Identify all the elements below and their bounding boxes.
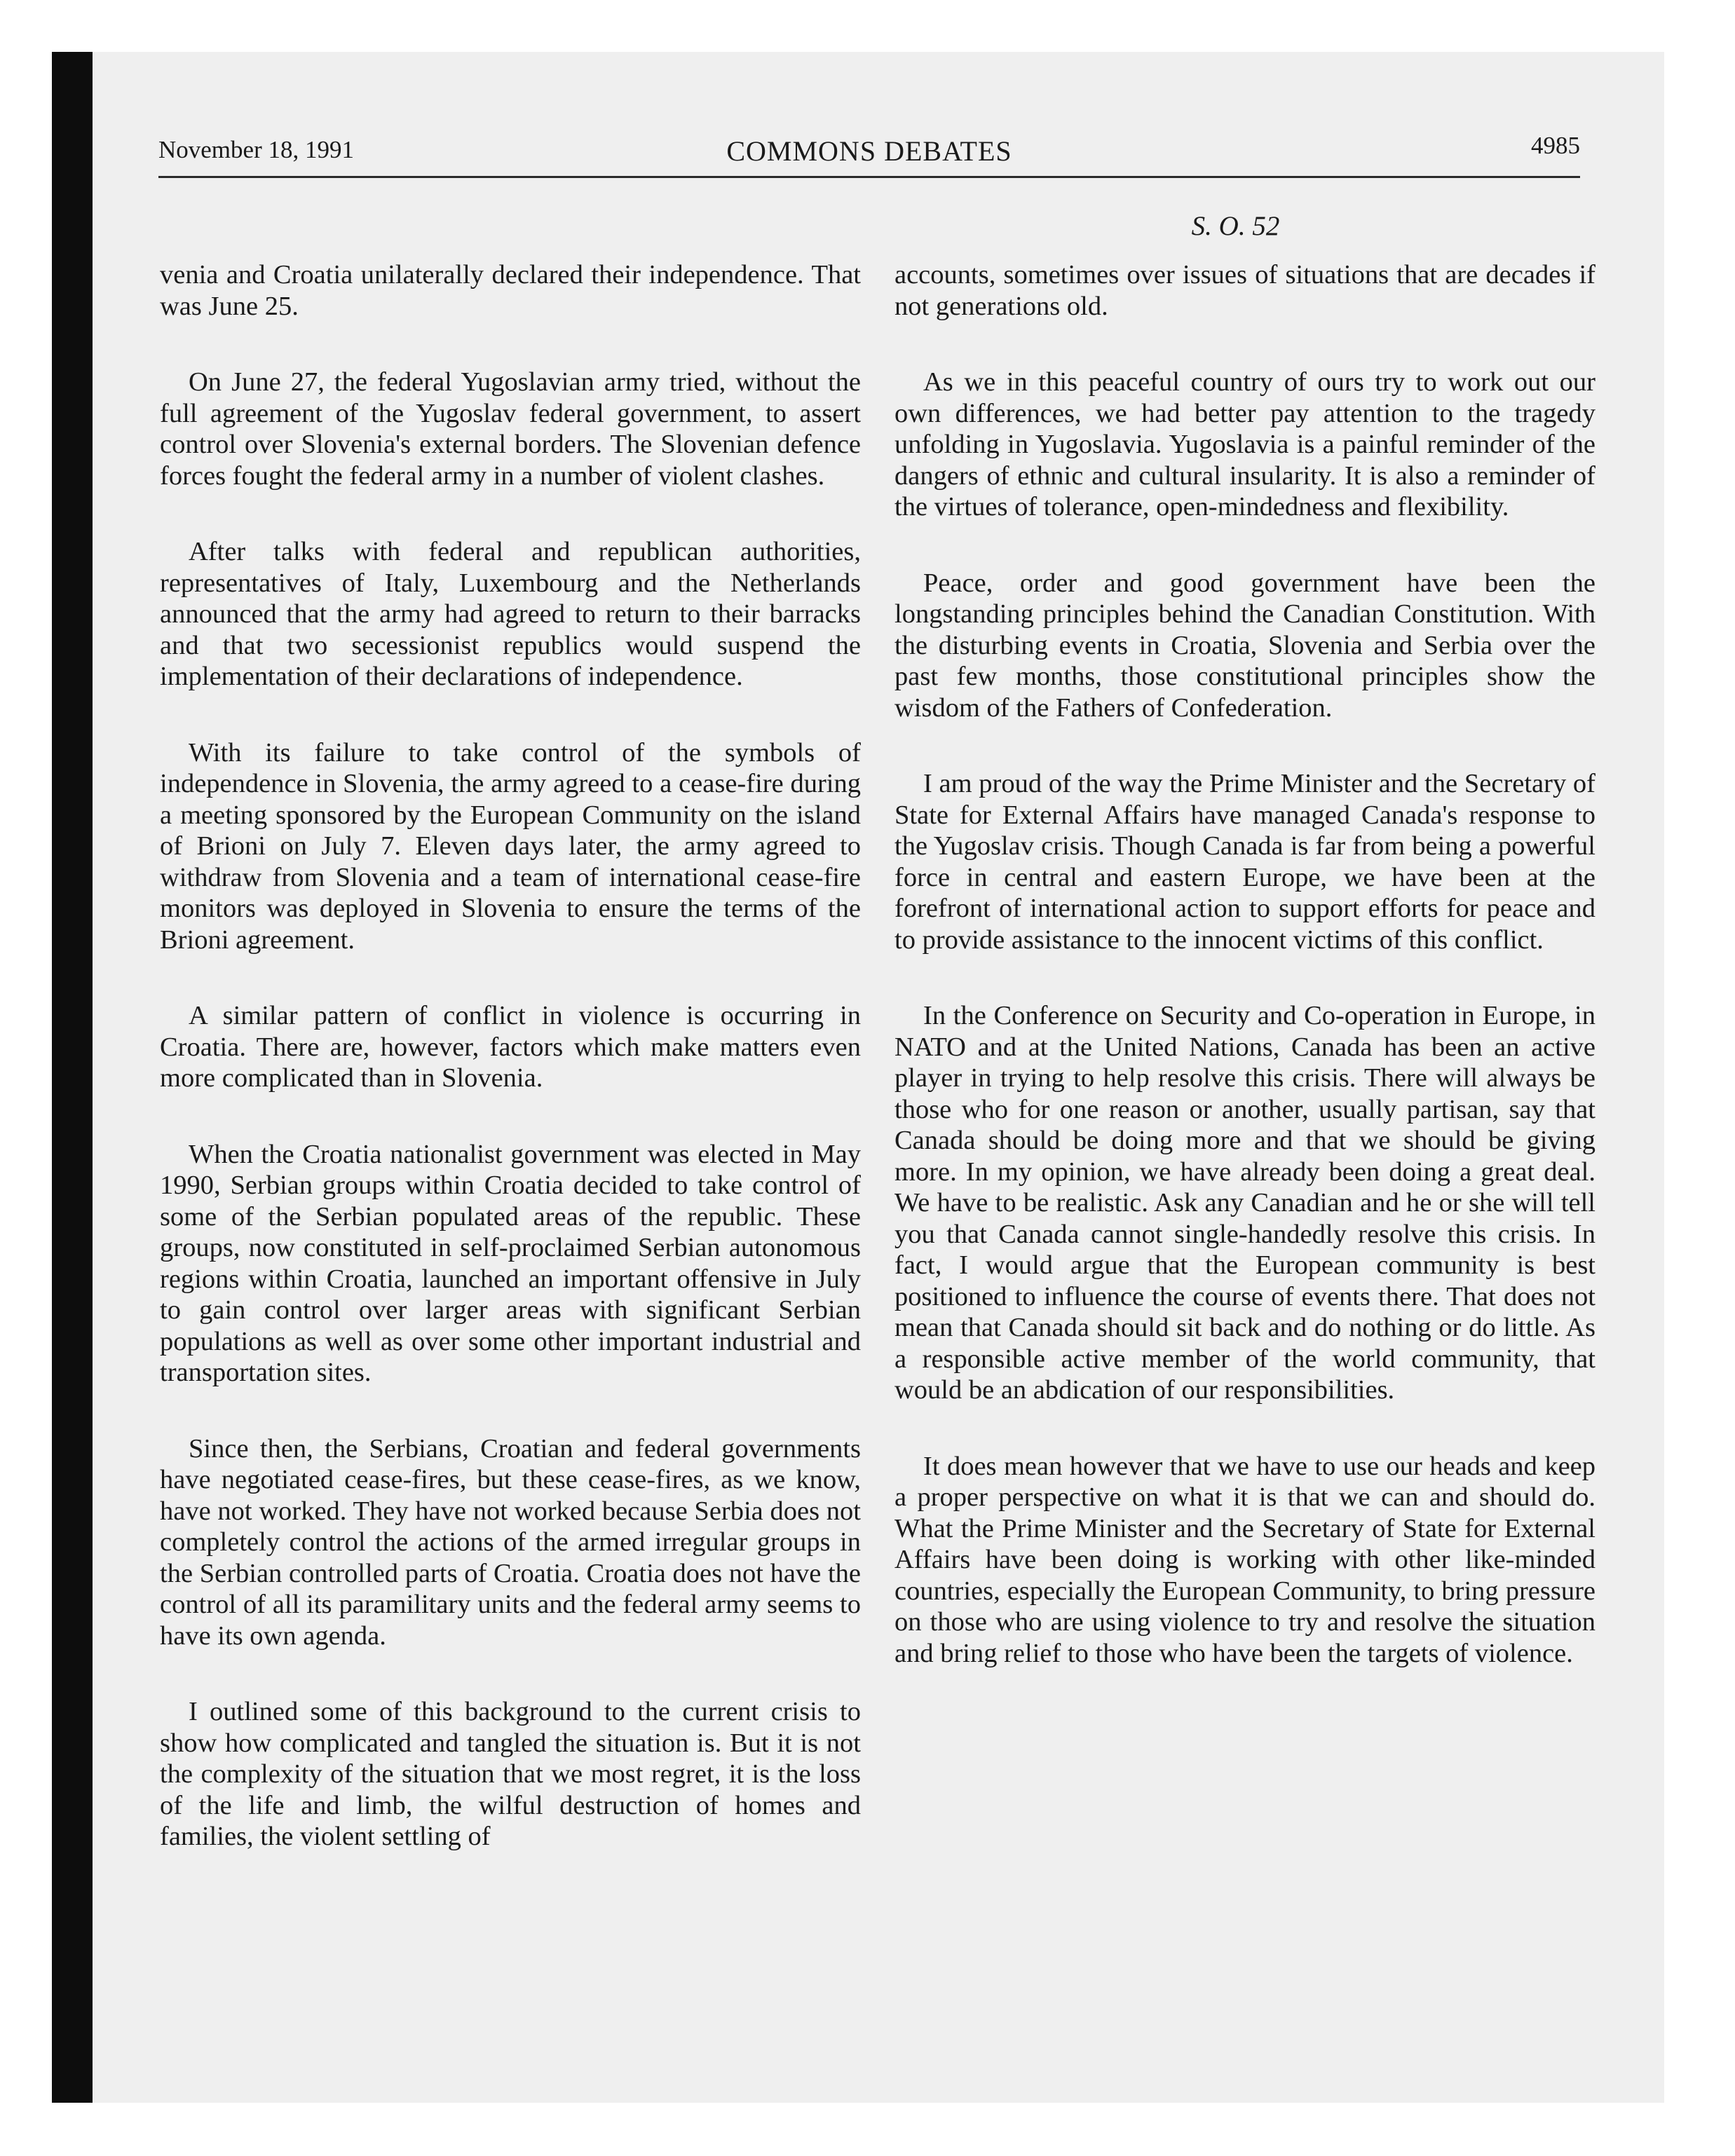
paragraph: As we in this peaceful country of ours try to work out our own differences, we had better pay attention to the tragedy unfolding in Yugoslavia. Yugoslavia is a painful reminder of the dangers of ethnic and cultural insularity. It is also a reminder of the virtues of tolerance, open-mindedness and flexibility. [894, 367, 1595, 521]
paragraph: In the Conference on Security and Co-operation in Europe, in NATO and at the United Nations, Canada has been an active player in trying to help resolve this crisis. There will always be those who for one reason or another, usually partisan, say that Canada should be doing more and that we should be giving more. In my opinion, we have already been doing a great deal. We have to be realistic. Ask any Canadian and he or she will tell you that Canada cannot single-handedly resolve this crisis. In fact, I would argue that the European community is best positioned to influence the course of events there. That does not mean that Canada should sit back and do nothing or do little. As a responsible active member of the world community, that would be an abdication of our responsibilities. [894, 1001, 1595, 1405]
left-column [160, 259, 861, 1897]
publication-title: COMMONS DEBATES [726, 135, 1012, 167]
page-number: 4985 [1531, 132, 1580, 159]
paragraph: On June 27, the federal Yugoslavian army tried, without the full agreement of the Yugoslav federal government, to assert control over Slovenia's external borders. The Slovenian defence forces fought the federal army in a number of violent clashes. [160, 367, 861, 491]
paragraph: Peace, order and good government have been the longstanding principles behind the Canadian Constitution. With the disturbing events in Croatia, Slovenia and Serbia over the past few months, those constitutional principles show the wisdom of the Fathers of Confederation. [894, 568, 1595, 723]
paragraph: I outlined some of this background to the current crisis to show how complicated and tangled the situation is. But it is not the complexity of the situation that we most regret, it is the loss of the life and limb, the wilful destruction of homes and families, the violent settling of [160, 1697, 861, 1851]
standing-order-marker: S. O. 52 [1191, 211, 1280, 241]
paragraph: With its failure to take control of the symbols of independence in Slovenia, the army agreed to a cease-fire during a meeting sponsored by the European Community on the island of Brioni on July 7. Eleven days later, the army agreed to withdraw from Slovenia and a team of international cease-fire monitors was deployed in Slovenia to ensure the terms of the Brioni agreement. [160, 737, 861, 955]
scan-binding-edge [52, 52, 93, 2103]
header-date: November 18, 1991 [158, 136, 354, 163]
paragraph: It does mean however that we have to use our heads and keep a proper perspective on what it is that we can and should do. What the Prime Minister and the Secretary of State for External Affairs have been doing is working with other like-minded countries, especially the European Community, to bring pressure on those who are using violence to try and resolve the situation and bring relief to those who have been the targets of violence. [894, 1451, 1595, 1668]
paragraph: venia and Croatia unilaterally declared their independence. That was June 25. [160, 260, 861, 321]
paragraph: A similar pattern of conflict in violence is occurring in Croatia. There are, however, factors which make matters even more complicated than in Slovenia. [160, 1001, 861, 1093]
right-column [894, 259, 1595, 1714]
paragraph: accounts, sometimes over issues of situations that are decades if not generations old. [894, 260, 1595, 321]
paragraph: Since then, the Serbians, Croatian and federal governments have negotiated cease-fires, but these cease-fires, as we know, have not worked. They have not worked because Serbia does not completely control the actions of the armed irregular groups in the Serbian controlled parts of Croatia. Croatia does not have the control of all its paramilitary units and the federal army seems to have its own agenda. [160, 1433, 861, 1651]
paragraph: I am proud of the way the Prime Minister and the Secretary of State for External Affairs have managed Canada's response to the Yugoslav crisis. Though Canada is far from being a powerful force in central and eastern Europe, we have been at the forefront of international action to support efforts for peace and to provide assistance to the innocent victims of this conflict. [894, 769, 1595, 955]
paragraph: After talks with federal and republican authorities, representatives of Italy, Luxembourg and the Netherlands announced that the army had agreed to return to their barracks and that two secessionist republics would suspend the implementation of their declarations of independence. [160, 537, 861, 691]
page-header [158, 129, 1580, 178]
paragraph: When the Croatia nationalist government was elected in May 1990, Serbian groups within Croatia decided to take control of some of the Serbian populated areas of the republic. These groups, now constituted in self-proclaimed Serbian autonomous regions within Croatia, launched an important offensive in July to gain control over larger areas with significant Serbian populations as well as over some other important industrial and transportation sites. [160, 1139, 861, 1387]
